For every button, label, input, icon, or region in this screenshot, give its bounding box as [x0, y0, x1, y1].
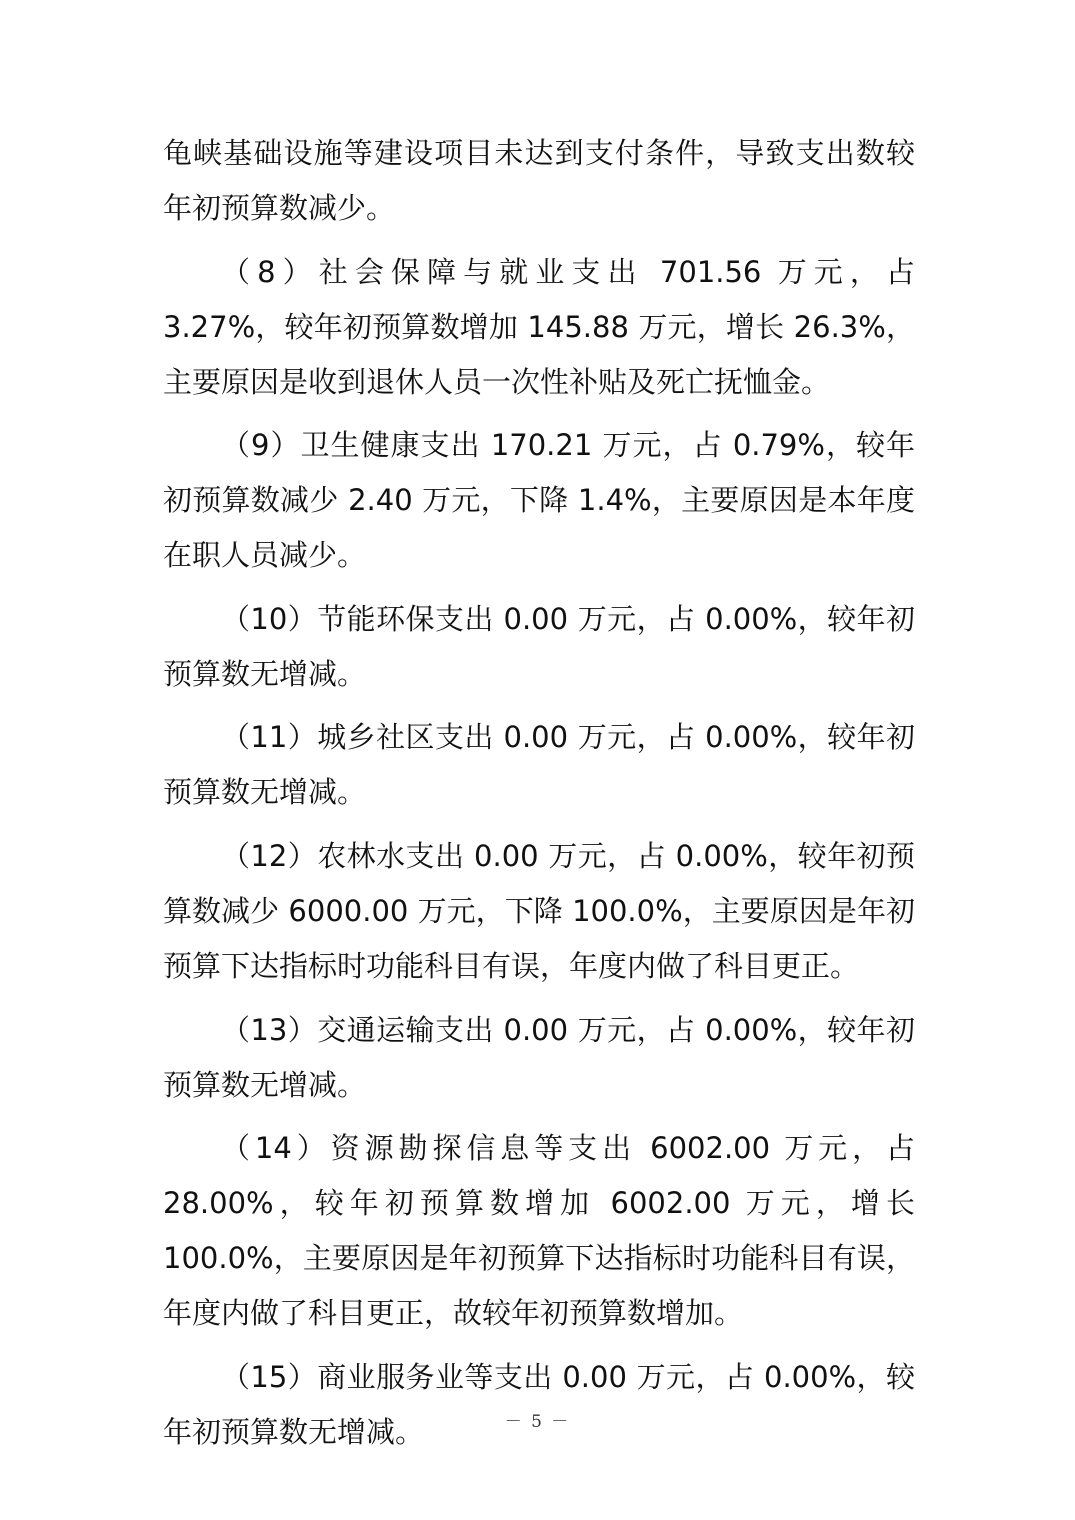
paragraph-item-15: （15）商业服务业等支出 0.00 万元，占 0.00%，较年初预算数无增减。: [163, 1359, 915, 1449]
paragraph-item-13: （13）交通运输支出 0.00 万元，占 0.00%，较年初预算数无增减。: [163, 1012, 915, 1102]
paragraph-item-14: （14）资源勘探信息等支出 6002.00 万元，占 28.00%，较年初预算数增加 6002.00 万元，增长 100.0%，主要原因是年初预算下达指标时功能科目有误，年度内做了科目更正，故较年初预算数增加。: [163, 1131, 915, 1331]
paragraph-item-12: （12）农林水支出 0.00 万元，占 0.00%，较年初预算数减少 6000.00 万元，下降 100.0%，主要原因是年初预算下达指标时功能科目有误，年度内做了科目更正。: [163, 838, 915, 983]
paragraph-item-8: （8）社会保障与就业支出 701.56 万元，占 3.27%，较年初预算数增加 145.88 万元，增长 26.3%，主要原因是收到退休人员一次性补贴及死亡抚恤金。: [163, 254, 915, 399]
paragraph-continuation: 龟峡基础设施等建设项目未达到支付条件，导致支出数较年初预算数减少。: [163, 136, 915, 225]
body-text: [163, 126, 915, 1468]
page-number: － 5 －: [504, 1412, 571, 1432]
paragraph-item-10: （10）节能环保支出 0.00 万元，占 0.00%，较年初预算数无增减。: [163, 601, 915, 691]
paragraph-item-11: （11）城乡社区支出 0.00 万元，占 0.00%，较年初预算数无增减。: [163, 720, 915, 810]
paragraph-item-9: （9）卫生健康支出 170.21 万元，占 0.79%，较年初预算数减少 2.40 万元，下降 1.4%，主要原因是本年度在职人员减少。: [163, 428, 915, 573]
